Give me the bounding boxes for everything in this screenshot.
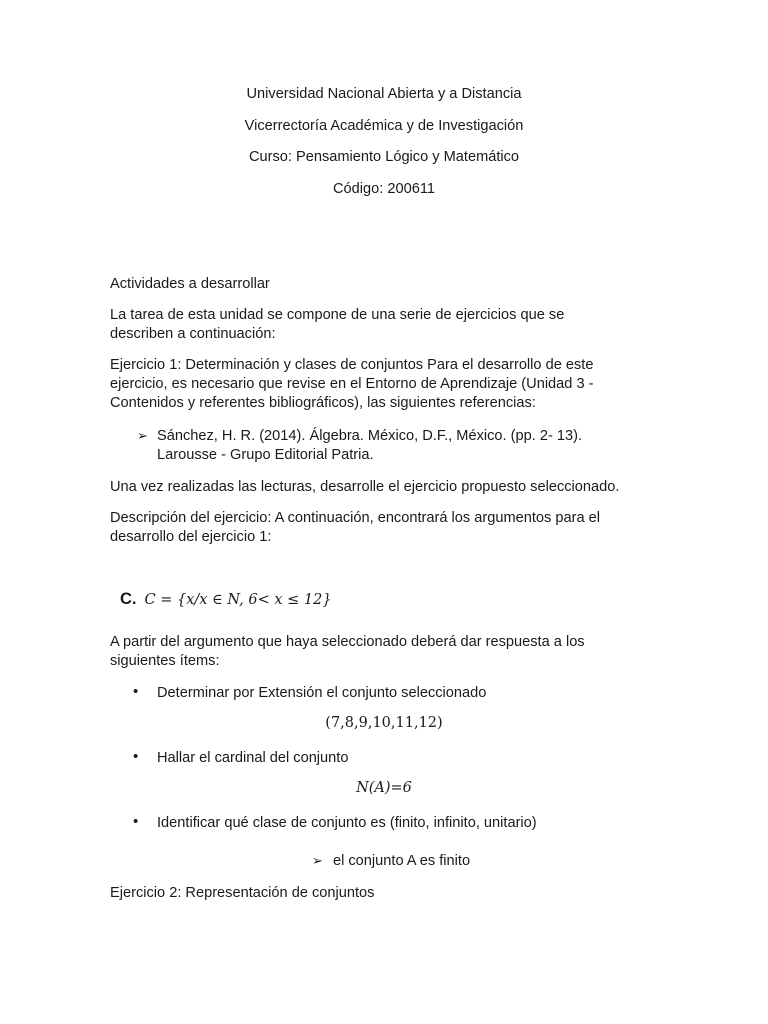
activities-heading: Actividades a desarrollar xyxy=(110,276,270,292)
formula-c xyxy=(120,590,332,609)
argument-line-1: A partir del argumento que haya seleccionado deberá dar respuesta a los xyxy=(110,634,585,650)
arrowhead-bullet-icon: ➢ xyxy=(137,428,148,443)
formula-c-expression: C = {x/x ∈ N, 6< x ≤ 12} xyxy=(144,592,332,608)
intro-line-2: describen a continuación: xyxy=(110,326,276,342)
reference-line-1: Sánchez, H. R. (2014). Álgebra. México, D.F., México. (pp. 2- 13). xyxy=(157,428,583,444)
item-1-answer: (7,8,9,10,11,12) xyxy=(325,715,443,731)
description-line-2: desarrollo del ejercicio 1: xyxy=(110,529,272,545)
reference-line-2: Larousse - Grupo Editorial Patria. xyxy=(157,447,374,463)
header-vicerrectoria: Vicerrectoría Académica y de Investigación xyxy=(244,118,524,134)
item-3-text: Identificar qué clase de conjunto es (finito, infinito, unitario) xyxy=(157,815,537,831)
reference-text xyxy=(157,427,667,465)
dot-bullet-icon: • xyxy=(133,683,139,700)
item-3-answer: el conjunto A es finito xyxy=(332,853,471,869)
ex1-line-1: Ejercicio 1: Determinación y clases de conjuntos Para el desarrollo de este xyxy=(110,357,594,373)
intro-line-1: La tarea de esta unidad se compone de una serie de ejercicios que se xyxy=(110,307,565,323)
header-university: Universidad Nacional Abierta y a Distancia xyxy=(246,86,522,102)
ex1-line-3: Contenidos y referentes bibliográficos), las siguientes referencias: xyxy=(110,395,536,411)
item-2-text: Hallar el cardinal del conjunto xyxy=(157,750,349,766)
arrowhead-bullet-icon: ➢ xyxy=(312,853,323,868)
exercise-1-paragraph xyxy=(110,356,665,413)
argument-line-2: siguientes ítems: xyxy=(110,653,220,669)
dot-bullet-icon: • xyxy=(133,748,139,765)
description-line-1: Descripción del ejercicio: A continuación, encontrará los argumentos para el xyxy=(110,510,600,526)
dot-bullet-icon: • xyxy=(133,813,139,830)
item-2-answer: N(A)=6 xyxy=(356,780,412,796)
item-3-answer-row xyxy=(312,853,470,869)
header-code: Código: 200611 xyxy=(333,181,435,197)
readings-done-text: Una vez realizadas las lecturas, desarrolle el ejercicio propuesto seleccionado. xyxy=(110,479,620,495)
description-paragraph xyxy=(110,509,665,547)
formula-c-label: C. xyxy=(120,590,137,608)
item-1-text: Determinar por Extensión el conjunto seleccionado xyxy=(157,685,487,701)
header-course: Curso: Pensamiento Lógico y Matemático xyxy=(248,149,520,165)
exercise-2-heading: Ejercicio 2: Representación de conjuntos xyxy=(110,885,375,901)
ex1-line-2: ejercicio, es necesario que revise en el Entorno de Aprendizaje (Unidad 3 - xyxy=(110,376,594,392)
argument-paragraph xyxy=(110,633,665,671)
intro-paragraph xyxy=(110,306,665,344)
